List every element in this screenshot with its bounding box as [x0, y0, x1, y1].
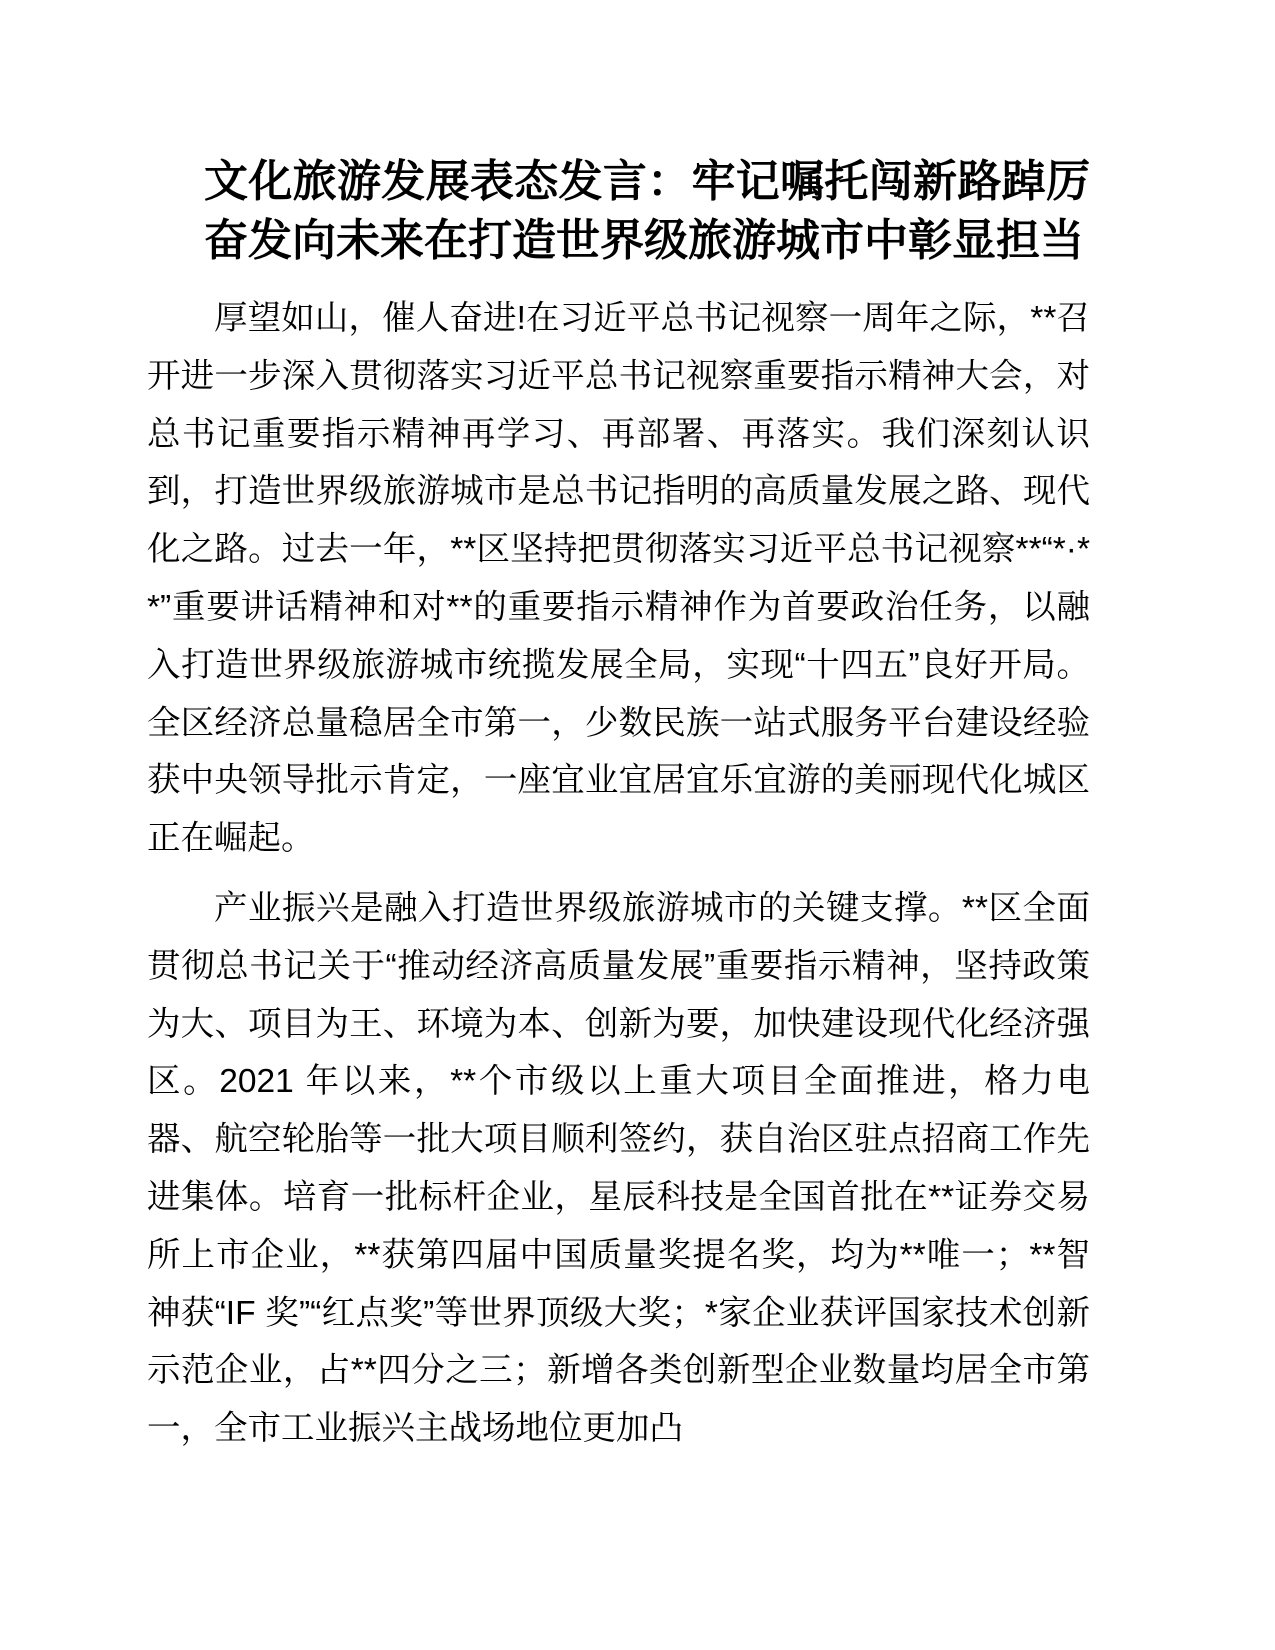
paragraph-1: 厚望如山，催人奋进!在习近平总书记视察一周年之际，**召开进一步深入贯彻落实习近平总书记视察重要指示精神大会，对总书记重要指示精神再学习、再部署、再落实。我们深刻认识到，打造世界级旅游城市是总书记指明的高质量发展之路、现代化之路。过去一年，**区坚持把贯彻落实习近平总书记视察**“*·**”重要讲话精神和对**的重要指示精神作为首要政治任务，以融入打造世界级旅游城市统揽发展全局，实现“十四五”良好开局。全区经济总量稳居全市第一，少数民族一站式服务平台建设经验获中央领导批示肯定，一座宜业宜居宜乐宜游的美丽现代化城区正在崛起。 — [147, 300, 1090, 858]
document-title: 文化旅游发展表态发言：牢记嘱托闯新路踔厉奋发向未来在打造世界级旅游城市中彰显担当 — [204, 157, 1090, 265]
paragraph-2: 产业振兴是融入打造世界级旅游城市的关键支撑。**区全面贯彻总书记关于“推动经济高质量发展”重要指示精神，坚持政策为大、项目为王、环境为本、创新为要，加快建设现代化经济强区。2021 年以来，**个市级以上重大项目全面推进，格力电器、航空轮胎等一批大项目顺利签约，获自治区驻点招商工作先进集体。培育一批标杆企业，星辰科技是全国首批在**证券交易所上市企业，**获第四届中国质量奖提名奖，均为**唯一；**智神获“IF 奖”“红点奖”等世界顶级大奖；*家企业获评国家技术创新示范企业，占**四分之三；新增各类创新型企业数量均居全市第一，全市工业振兴主战场地位更加凸 — [147, 889, 1090, 1448]
